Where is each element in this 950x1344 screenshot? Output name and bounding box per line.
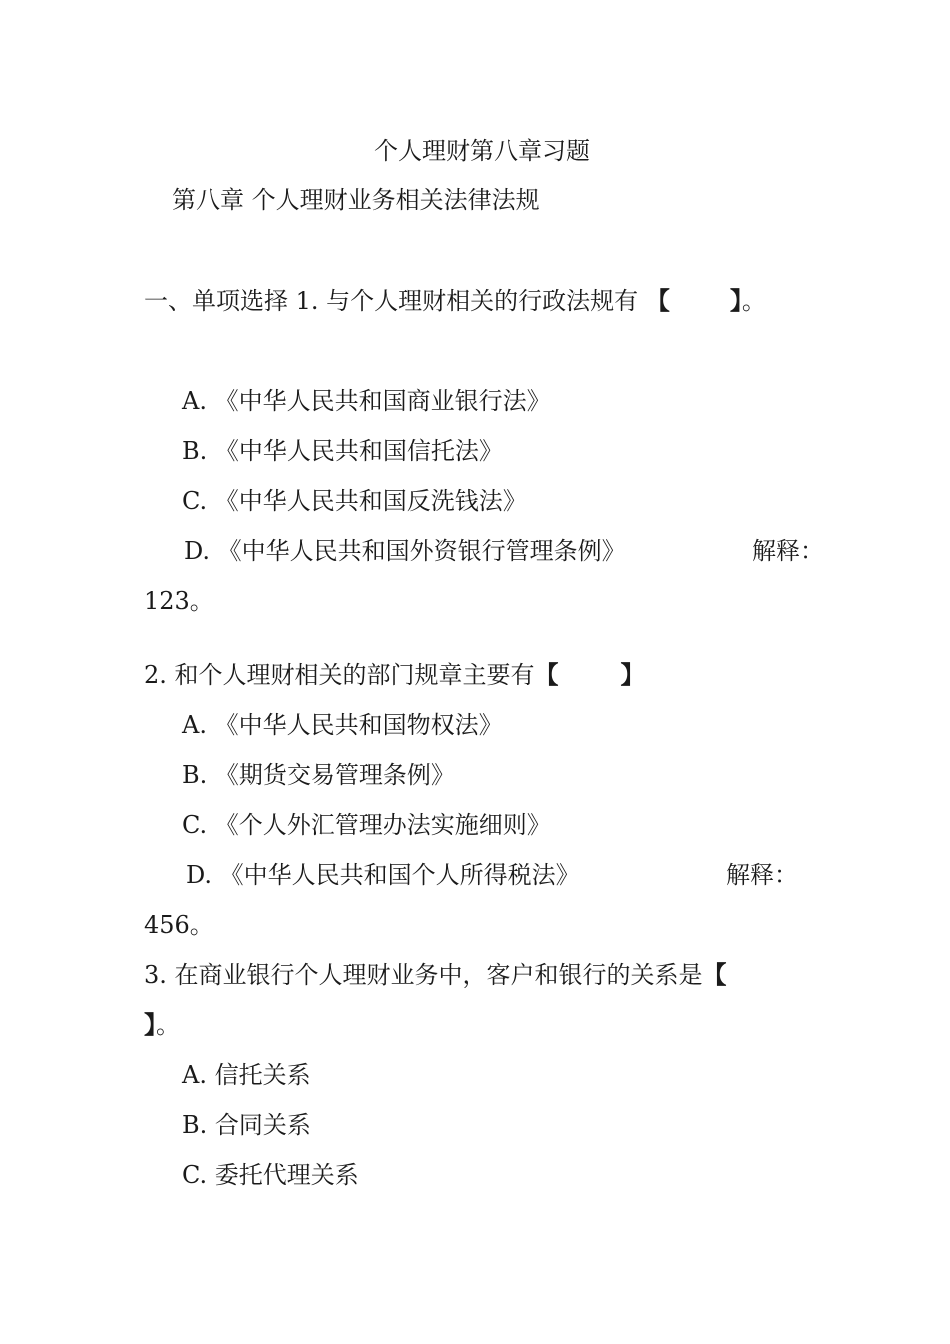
q2-answer: 456。 — [144, 911, 214, 939]
question-end-mark: 。 — [741, 287, 766, 315]
q2-explain-label: 解释： — [726, 861, 798, 889]
q2-option-a: A. 《中华人民共和国物权法》 — [182, 711, 503, 739]
question-1 — [144, 286, 766, 315]
chapter-heading: 第八章 个人理财业务相关法律法规 — [172, 186, 540, 214]
q1-option-b: B. 《中华人民共和国信托法》 — [182, 437, 503, 465]
answer-bracket-close: 】 — [729, 286, 742, 315]
q3-option-a: A. 信托关系 — [182, 1061, 311, 1089]
question-1-stem: 1. 与个人理财相关的行政法规有 — [295, 287, 639, 315]
q1-option-a: A. 《中华人民共和国商业银行法》 — [182, 387, 551, 415]
question-2-stem: 2. 和个人理财相关的部门规章主要有 — [144, 661, 535, 689]
answer-bracket-open: 【 — [645, 286, 670, 315]
question-3-continued — [144, 1010, 180, 1039]
q2-option-c: C. 《个人外汇管理办法实施细则》 — [182, 811, 551, 839]
answer-bracket-close: 】 — [144, 1010, 156, 1039]
q3-option-b: B. 合同关系 — [182, 1111, 311, 1139]
q3-option-c: C. 委托代理关系 — [182, 1161, 359, 1189]
question-3-stem: 3. 在商业银行个人理财业务中，客户和银行的关系是 — [144, 961, 703, 989]
doc-title: 个人理财第八章习题 — [374, 137, 590, 165]
q1-option-d: D. 《中华人民共和国外资银行管理条例》 — [184, 537, 626, 565]
q2-option-b: B. 《期货交易管理条例》 — [182, 761, 455, 789]
q1-explain-label: 解释： — [752, 537, 824, 565]
question-2 — [144, 660, 645, 689]
section-heading: 一、单项选择 — [144, 287, 288, 315]
q1-option-c: C. 《中华人民共和国反洗钱法》 — [182, 487, 527, 515]
answer-bracket-open: 【 — [702, 960, 727, 989]
q1-answer: 123。 — [144, 587, 214, 615]
question-end-mark: 。 — [156, 1011, 180, 1039]
q2-option-d: D. 《中华人民共和国个人所得税法》 — [186, 861, 580, 889]
question-3 — [144, 960, 727, 989]
answer-bracket-close: 】 — [620, 660, 645, 689]
answer-bracket-open: 【 — [534, 660, 559, 689]
